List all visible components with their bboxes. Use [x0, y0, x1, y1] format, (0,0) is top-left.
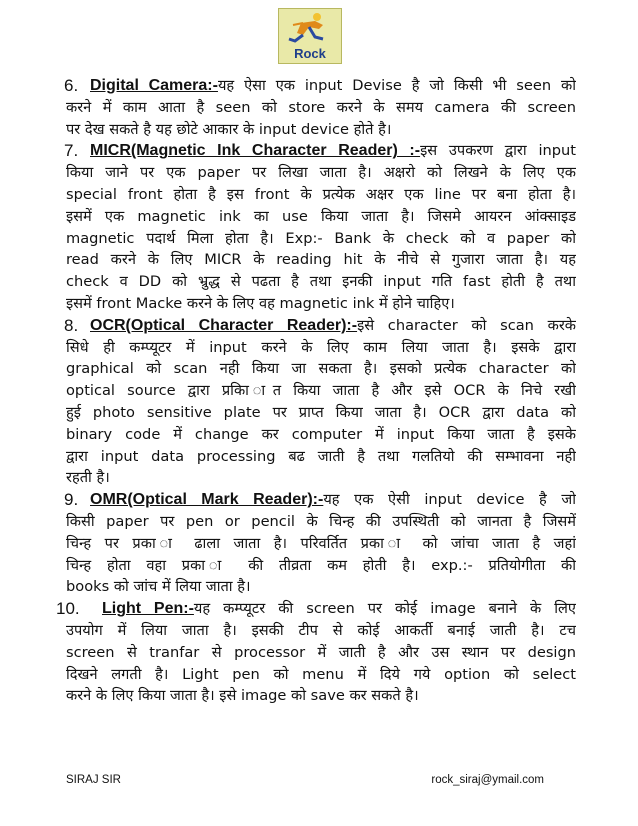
- rock-logo: [278, 8, 342, 64]
- list-item: [66, 140, 576, 314]
- item-text-line: special front होता है इस front के प्रत्येक अक्षर एक line पर बना होता है।: [66, 185, 576, 203]
- item-number: 8.: [64, 315, 79, 335]
- item-text-line: किया जाने पर एक paper पर लिखा जाता है। अक्षरो को लिखने के लिए एक: [66, 164, 576, 182]
- list-item: [66, 489, 576, 598]
- item-text-line: सिधे ही कम्प्यूटर में input करने के लिए काम लिया जाता है। इसके द्वारा: [66, 338, 576, 356]
- item-text-line: चिन्ह पर प्रका ा ढाला जाता है। परिवर्तित प्रका ा को जांचा जाता है जहां: [66, 534, 576, 552]
- item-text: यह कम्प्यूटर की screen पर कोई image बनाने के लिए: [193, 600, 576, 618]
- footer-email: rock_siraj@ymail.com: [431, 774, 544, 786]
- item-text-line: हुई photo sensitive plate पर प्राप्त किया जाता है। OCR द्वारा data को: [66, 403, 576, 421]
- item-text-line: read करने के लिए MICR के reading hit के नीचे से गुजारा जाता है। यह: [66, 251, 576, 269]
- item-text-line: magnetic पदार्थ मिला होता है। Exp:- Bank के check को व paper को: [66, 229, 576, 247]
- item-number: 10.: [56, 599, 80, 619]
- item-first-line: [66, 140, 576, 162]
- list-item: [66, 75, 576, 140]
- item-text-line: इसमें एक magnetic ink का use किया जाता है। जिसमे आयरन आंक्साइड: [66, 207, 576, 225]
- item-heading: OMR(Optical Mark Reader):-: [90, 491, 324, 509]
- item-text: इस उपकरण द्वारा input: [420, 142, 576, 160]
- item-first-line: [66, 75, 576, 97]
- runner-figure-icon: [279, 9, 341, 49]
- item-text-line: करने के लिए किया जाता है। इसे image को save कर सकते है।: [66, 687, 419, 705]
- document-body: [56, 75, 576, 707]
- item-heading: Light Pen:-: [102, 600, 194, 618]
- item-text-line: graphical को scan नही किया जा सकता है। इसको प्रत्येक character को: [66, 360, 576, 378]
- item-text-line: screen से tranfar से processor में जाती है और उस स्थान पर design: [66, 643, 576, 661]
- item-text-line: चिन्ह होता वहा प्रका ा की तीव्रता कम होती है। exp.:- प्रतियोगीता की: [66, 556, 576, 574]
- item-number: 6.: [64, 76, 79, 95]
- item-text-line: रहती है।: [66, 469, 110, 487]
- item-text-line: check व DD को भ्रुद्ध से पढता है तथा इनकी input गति fast होती है तथा: [66, 273, 576, 291]
- item-text-line: इसमें front Macke करने के लिए वह magnetic ink में होने चाहिए।: [66, 294, 455, 312]
- item-text-line: optical source द्वारा प्रकाि ात किया जाता है और इसे OCR के निचे रखी: [66, 382, 576, 400]
- item-heading: Digital Camera:-: [90, 77, 218, 94]
- item-text: इसे character को scan करके: [357, 316, 576, 334]
- item-text-line: binary code में change कर computer में input किया जाता है इसके: [66, 425, 576, 443]
- item-text-line: करने में काम आता है seen को store करने के समय camera की screen: [66, 98, 576, 116]
- item-text-line: दिखने लगती है। Light pen को menu में दिये गये option को select: [66, 665, 576, 683]
- item-first-line: [66, 315, 576, 337]
- list-item: [66, 315, 576, 489]
- item-heading: MICR(Magnetic Ink Character Reader) :-: [90, 142, 421, 160]
- item-text: यह ऐसा एक input Devise है जो किसी भी seen को: [217, 77, 576, 94]
- item-number: 7.: [64, 141, 79, 161]
- item-text-line: द्वारा input data processing बढ जाती है तथा गलतियो की सम्भावना नही: [66, 447, 576, 465]
- item-text: यह एक ऐसी input device है जो: [323, 491, 576, 509]
- item-first-line: [66, 489, 576, 511]
- item-text-line: किसी paper पर pen or pencil के चिन्ह की उपस्थिती को जानता है जिसमें: [66, 512, 576, 530]
- item-text-line: पर देख सकते है यह छोटे आकार के input device होते है।: [66, 120, 392, 138]
- logo-text: Rock: [294, 46, 326, 61]
- item-first-line: [66, 598, 576, 620]
- item-text-line: उपयोग में लिया जाता है। इसकी टीप से कोई आकर्ती बनाई जाती है। टच: [66, 621, 576, 639]
- footer-author: SIRAJ SIR: [66, 774, 121, 786]
- item-number: 9.: [64, 490, 79, 510]
- item-text-line: books को जांच में लिया जाता है।: [66, 578, 251, 596]
- list-item: [56, 598, 576, 707]
- item-heading: OCR(Optical Character Reader):-: [90, 316, 358, 334]
